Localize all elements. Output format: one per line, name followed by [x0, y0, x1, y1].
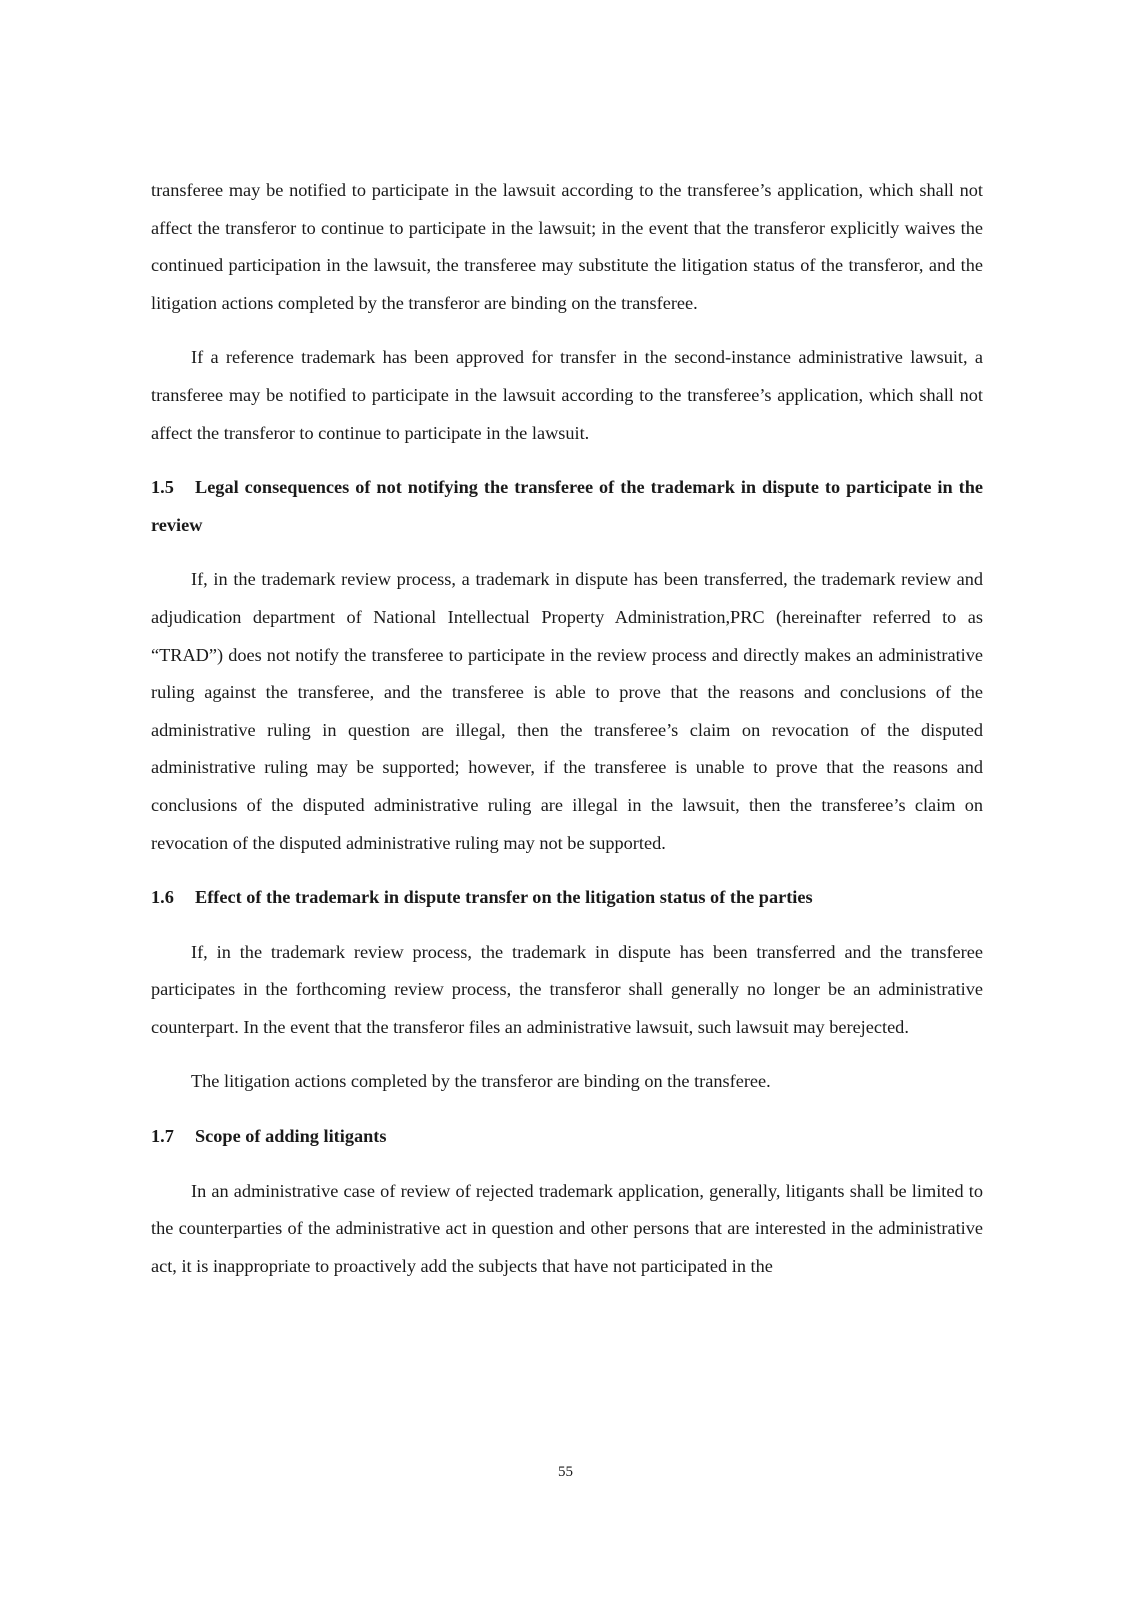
section-heading-1-5: [151, 469, 983, 544]
paragraph-continuation: transferee may be notified to participate in the lawsuit according to the transferee’s application, which shall not affect the transferor to continue to participate in the lawsuit; in the event that the transferor explicitly waives the continued participation in the lawsuit, the transferee may substitute the litigation status of the transferor, and the litigation actions completed by the transferor are binding on the transferee.: [151, 180, 983, 313]
section-title: Scope of adding litigants: [195, 1126, 387, 1147]
paragraph-transfer-effect: If, in the trademark review process, the trademark in dispute has been transferred and the transferee participates in the forthcoming review process, the transferor shall generally no longer be an administrative counterpart. In the event that the transferor files an administrative lawsuit, such lawsuit may berejected.: [151, 941, 983, 1037]
paragraph-reference-trademark-transfer: If a reference trademark has been approved for transfer in the second-instance administrative lawsuit, a transferee may be notified to participate in the lawsuit according to the transferee’s application, which shall not affect the transferor to continue to participate in the lawsuit.: [151, 347, 983, 443]
page-number: 55: [558, 1464, 573, 1480]
paragraph-binding-actions: The litigation actions completed by the transferor are binding on the transferee.: [191, 1071, 771, 1092]
section-title: Legal consequences of not notifying the transferee of the trademark in dispute to participate in the review: [151, 477, 983, 535]
section-title: Effect of the trademark in dispute transfer on the litigation status of the parties: [195, 887, 813, 908]
section-number: 1.6: [151, 887, 174, 908]
section-heading-1-6: [151, 879, 983, 917]
paragraph-legal-consequences: If, in the trademark review process, a trademark in dispute has been transferred, the trademark review and adjudication department of National Intellectual Property Administration,PRC (hereinafter referred to as “TRAD”) does not notify the transferee to participate in the review process and directly makes an administrative ruling against the transferee, and the transferee is able to prove that the reasons and conclusions of the administrative ruling in question are illegal, then the transferee’s claim on revocation of the disputed administrative ruling may be supported; however, if the transferee is unable to prove that the reasons and conclusions of the disputed administrative ruling are illegal in the lawsuit, then the transferee’s claim on revocation of the disputed administrative ruling may not be supported.: [151, 569, 983, 853]
section-number: 1.5: [151, 477, 174, 498]
section-heading-1-7: [151, 1118, 983, 1156]
section-number: 1.7: [151, 1126, 174, 1147]
paragraph-scope-of-litigants: In an administrative case of review of rejected trademark application, generally, litigants shall be limited to the counterparties of the administrative act in question and other persons that are interested in the administrative act, it is inappropriate to proactively add the subjects that have not participated in the: [151, 1180, 983, 1276]
page-content: [151, 172, 983, 1285]
